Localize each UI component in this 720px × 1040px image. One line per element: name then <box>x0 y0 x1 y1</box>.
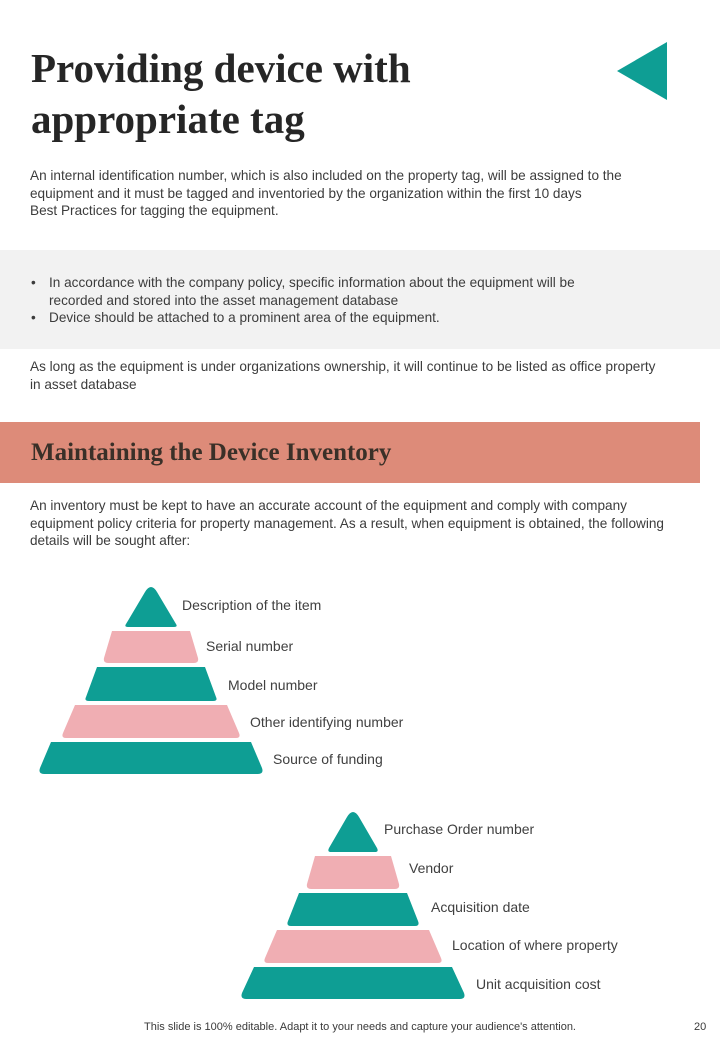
pyramid-top-label: Source of funding <box>273 751 383 767</box>
pyramid-bottom <box>242 812 618 999</box>
intro-line: An internal identification number, which is also included on the property tag, will be assigned to the equipment and it must be tagged and inventoried by the organization within the first 10 days <box>30 168 622 201</box>
ownership-text: As long as the equipment is under organizations ownership, it will continue to be listed as office property in asset database <box>30 359 656 392</box>
page-title: Providing device with appropriate tag <box>31 45 411 142</box>
pyramid-top-tier-1 <box>125 587 176 627</box>
inventory-text: An inventory must be kept to have an accurate account of the equipment and comply with company equipment policy criteria for property management. As a result, when equipment is obtained, the following details will be sought after: <box>30 498 664 548</box>
pyramid-top <box>40 587 404 774</box>
intro-line: Best Practices for tagging the equipment. <box>30 203 279 218</box>
bullet-item: • In accordance with the company policy, specific information about the equipment will be recorded and stored into the asset management database <box>31 274 631 309</box>
pyramid-top-tier-5 <box>40 742 263 774</box>
pyramid-bottom-label: Vendor <box>409 860 454 876</box>
bullet-item: • Device should be attached to a prominent area of the equipment. <box>31 309 631 327</box>
pyramid-bottom-label: Unit acquisition cost <box>476 976 601 992</box>
pyramid-top-label: Description of the item <box>182 597 322 613</box>
pyramid-top-tier-3 <box>85 667 216 701</box>
pyramid-top-label: Serial number <box>206 638 294 654</box>
pyramid-top-tier-4 <box>62 705 239 738</box>
footer-note: This slide is 100% editable. Adapt it to your needs and capture your audience's attention. <box>144 1021 576 1033</box>
pyramid-top-tier-2 <box>104 631 198 663</box>
pyramid-top-label: Model number <box>228 677 318 693</box>
pyramid-bottom-tier-1 <box>328 812 377 852</box>
pyramid-top-label: Other identifying number <box>250 714 404 730</box>
pyramid-bottom-label: Acquisition date <box>431 899 530 915</box>
pyramid-bottom-label: Location of where property <box>452 937 618 953</box>
pyramid-bottom-tier-3 <box>287 893 418 926</box>
page-number: 20 <box>694 1021 707 1033</box>
pyramid-bottom-tier-2 <box>307 856 399 889</box>
pyramid-bottom-label: Purchase Order number <box>384 821 535 837</box>
pyramid-bottom-tier-5 <box>242 967 465 999</box>
section-title: Maintaining the Device Inventory <box>31 439 392 466</box>
pyramid-bottom-tier-4 <box>264 930 441 963</box>
